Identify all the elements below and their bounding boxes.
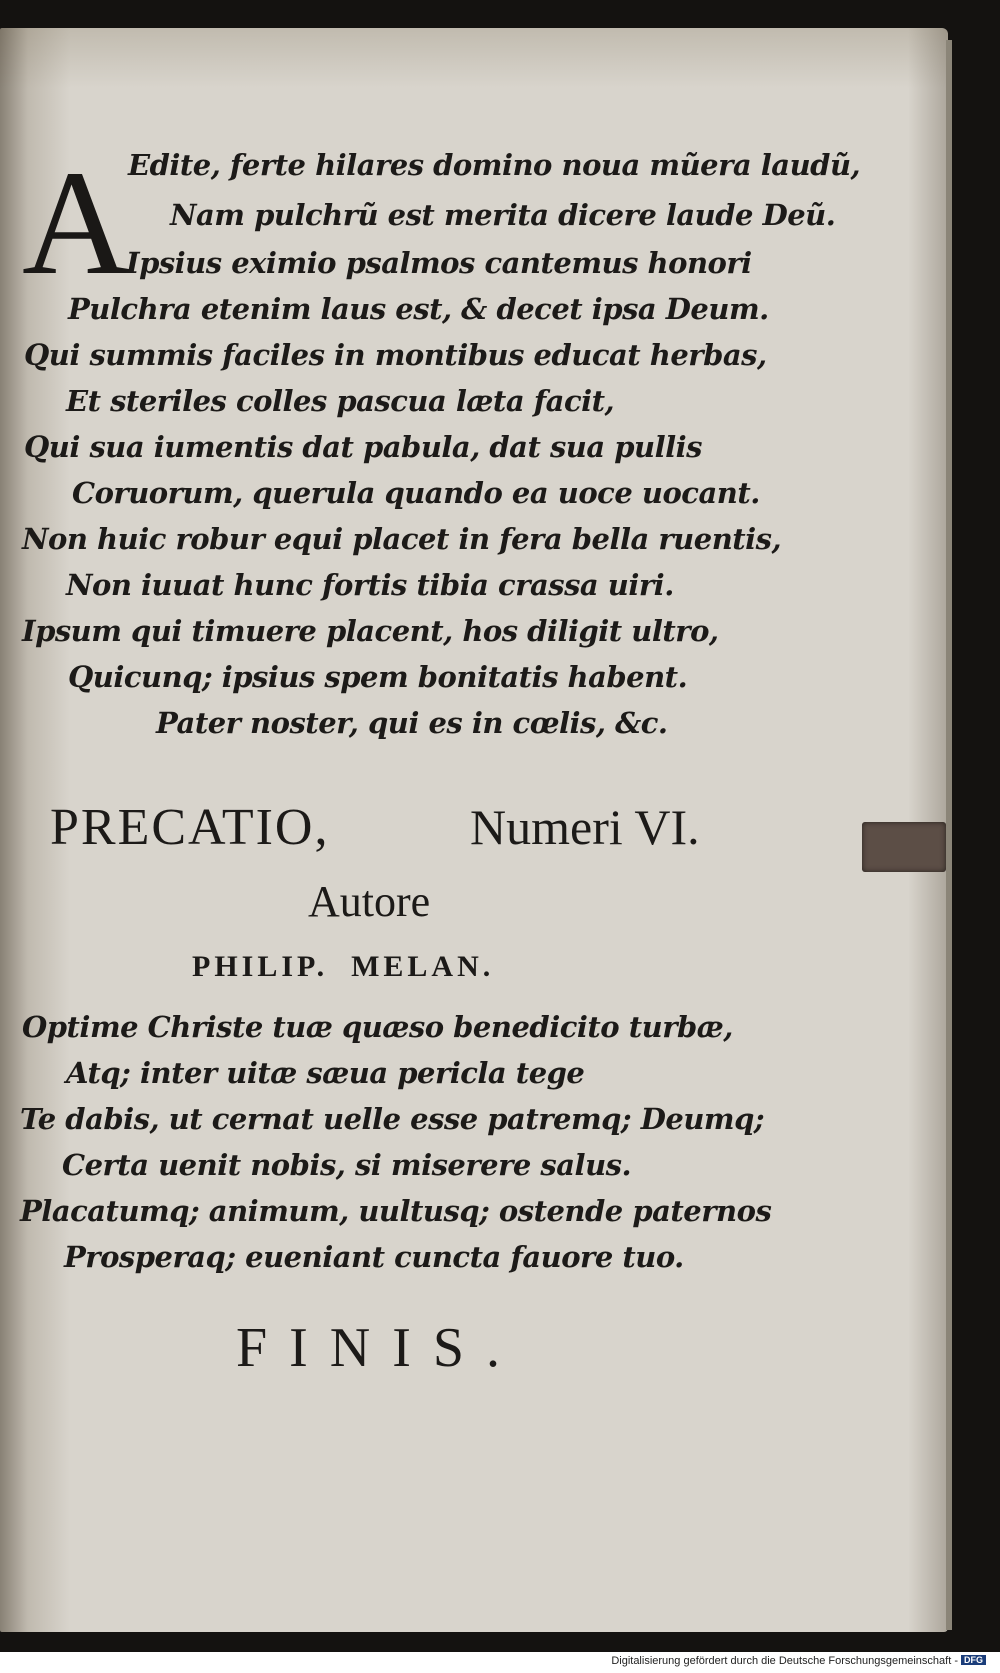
- bookmark-ribbon: [862, 822, 946, 872]
- page-edge: [946, 40, 952, 1630]
- drop-cap: A: [22, 140, 131, 306]
- psalm-line-5: Qui summis faciles in montibus educat herbas,: [24, 338, 767, 372]
- precatio-line-2: Atq; inter uitæ sæua pericla tege: [66, 1056, 585, 1090]
- precatio-title: PRECATIO,: [50, 799, 330, 856]
- psalm-line-9: Non huic robur equi placet in fera bella ruentis,: [22, 522, 782, 556]
- psalm-line-6: Et steriles colles pascua læta facit,: [66, 384, 615, 418]
- numeri-reference: Numeri VI.: [470, 799, 700, 855]
- precatio-line-3: Te dabis, ut cernat uelle esse patremq; Deumq;: [20, 1102, 765, 1136]
- psalm-line-7: Qui sua iumentis dat pabula, dat sua pullis: [24, 430, 702, 464]
- psalm-line-3: Ipsius eximio psalmos cantemus honori: [126, 246, 752, 280]
- pater-noster-line: Pater noster, qui es in cœlis, &c.: [156, 706, 668, 740]
- dfg-logo: DFG: [961, 1655, 986, 1665]
- psalm-line-4: Pulchra etenim laus est, & decet ipsa Deum.: [68, 292, 769, 326]
- precatio-line-5: Placatumq; animum, uultusq; ostende paternos: [20, 1194, 772, 1228]
- precatio-line-1: Optime Christe tuæ quæso benedicito turbæ,: [22, 1010, 733, 1044]
- psalm-line-8: Coruorum, querula quando ea uoce uocant.: [72, 476, 760, 510]
- precatio-line-6: Prosperaq; eueniant cuncta fauore tuo.: [64, 1240, 684, 1274]
- author-name: PHILIP. MELAN.: [192, 950, 495, 983]
- precatio-line-4: Certa uenit nobis, si miserere salus.: [62, 1148, 632, 1182]
- psalm-line-1: Edite, ferte hilares domino noua mũera laudũ,: [128, 148, 861, 182]
- autore-label: Autore: [308, 877, 431, 926]
- psalm-line-2: Nam pulchrũ est merita dicere laude Deũ.: [170, 198, 836, 232]
- digitization-credit: [611, 1655, 986, 1667]
- finis: FINIS.: [236, 1317, 523, 1379]
- psalm-line-11: Ipsum qui timuere placent, hos diligit ultro,: [22, 614, 719, 648]
- credit-text: Digitalisierung gefördert durch die Deutsche Forschungsgemeinschaft -: [611, 1655, 958, 1667]
- psalm-line-12: Quicunq; ipsius spem bonitatis habent.: [68, 660, 688, 694]
- psalm-line-10: Non iuuat hunc fortis tibia crassa uiri.: [66, 568, 674, 602]
